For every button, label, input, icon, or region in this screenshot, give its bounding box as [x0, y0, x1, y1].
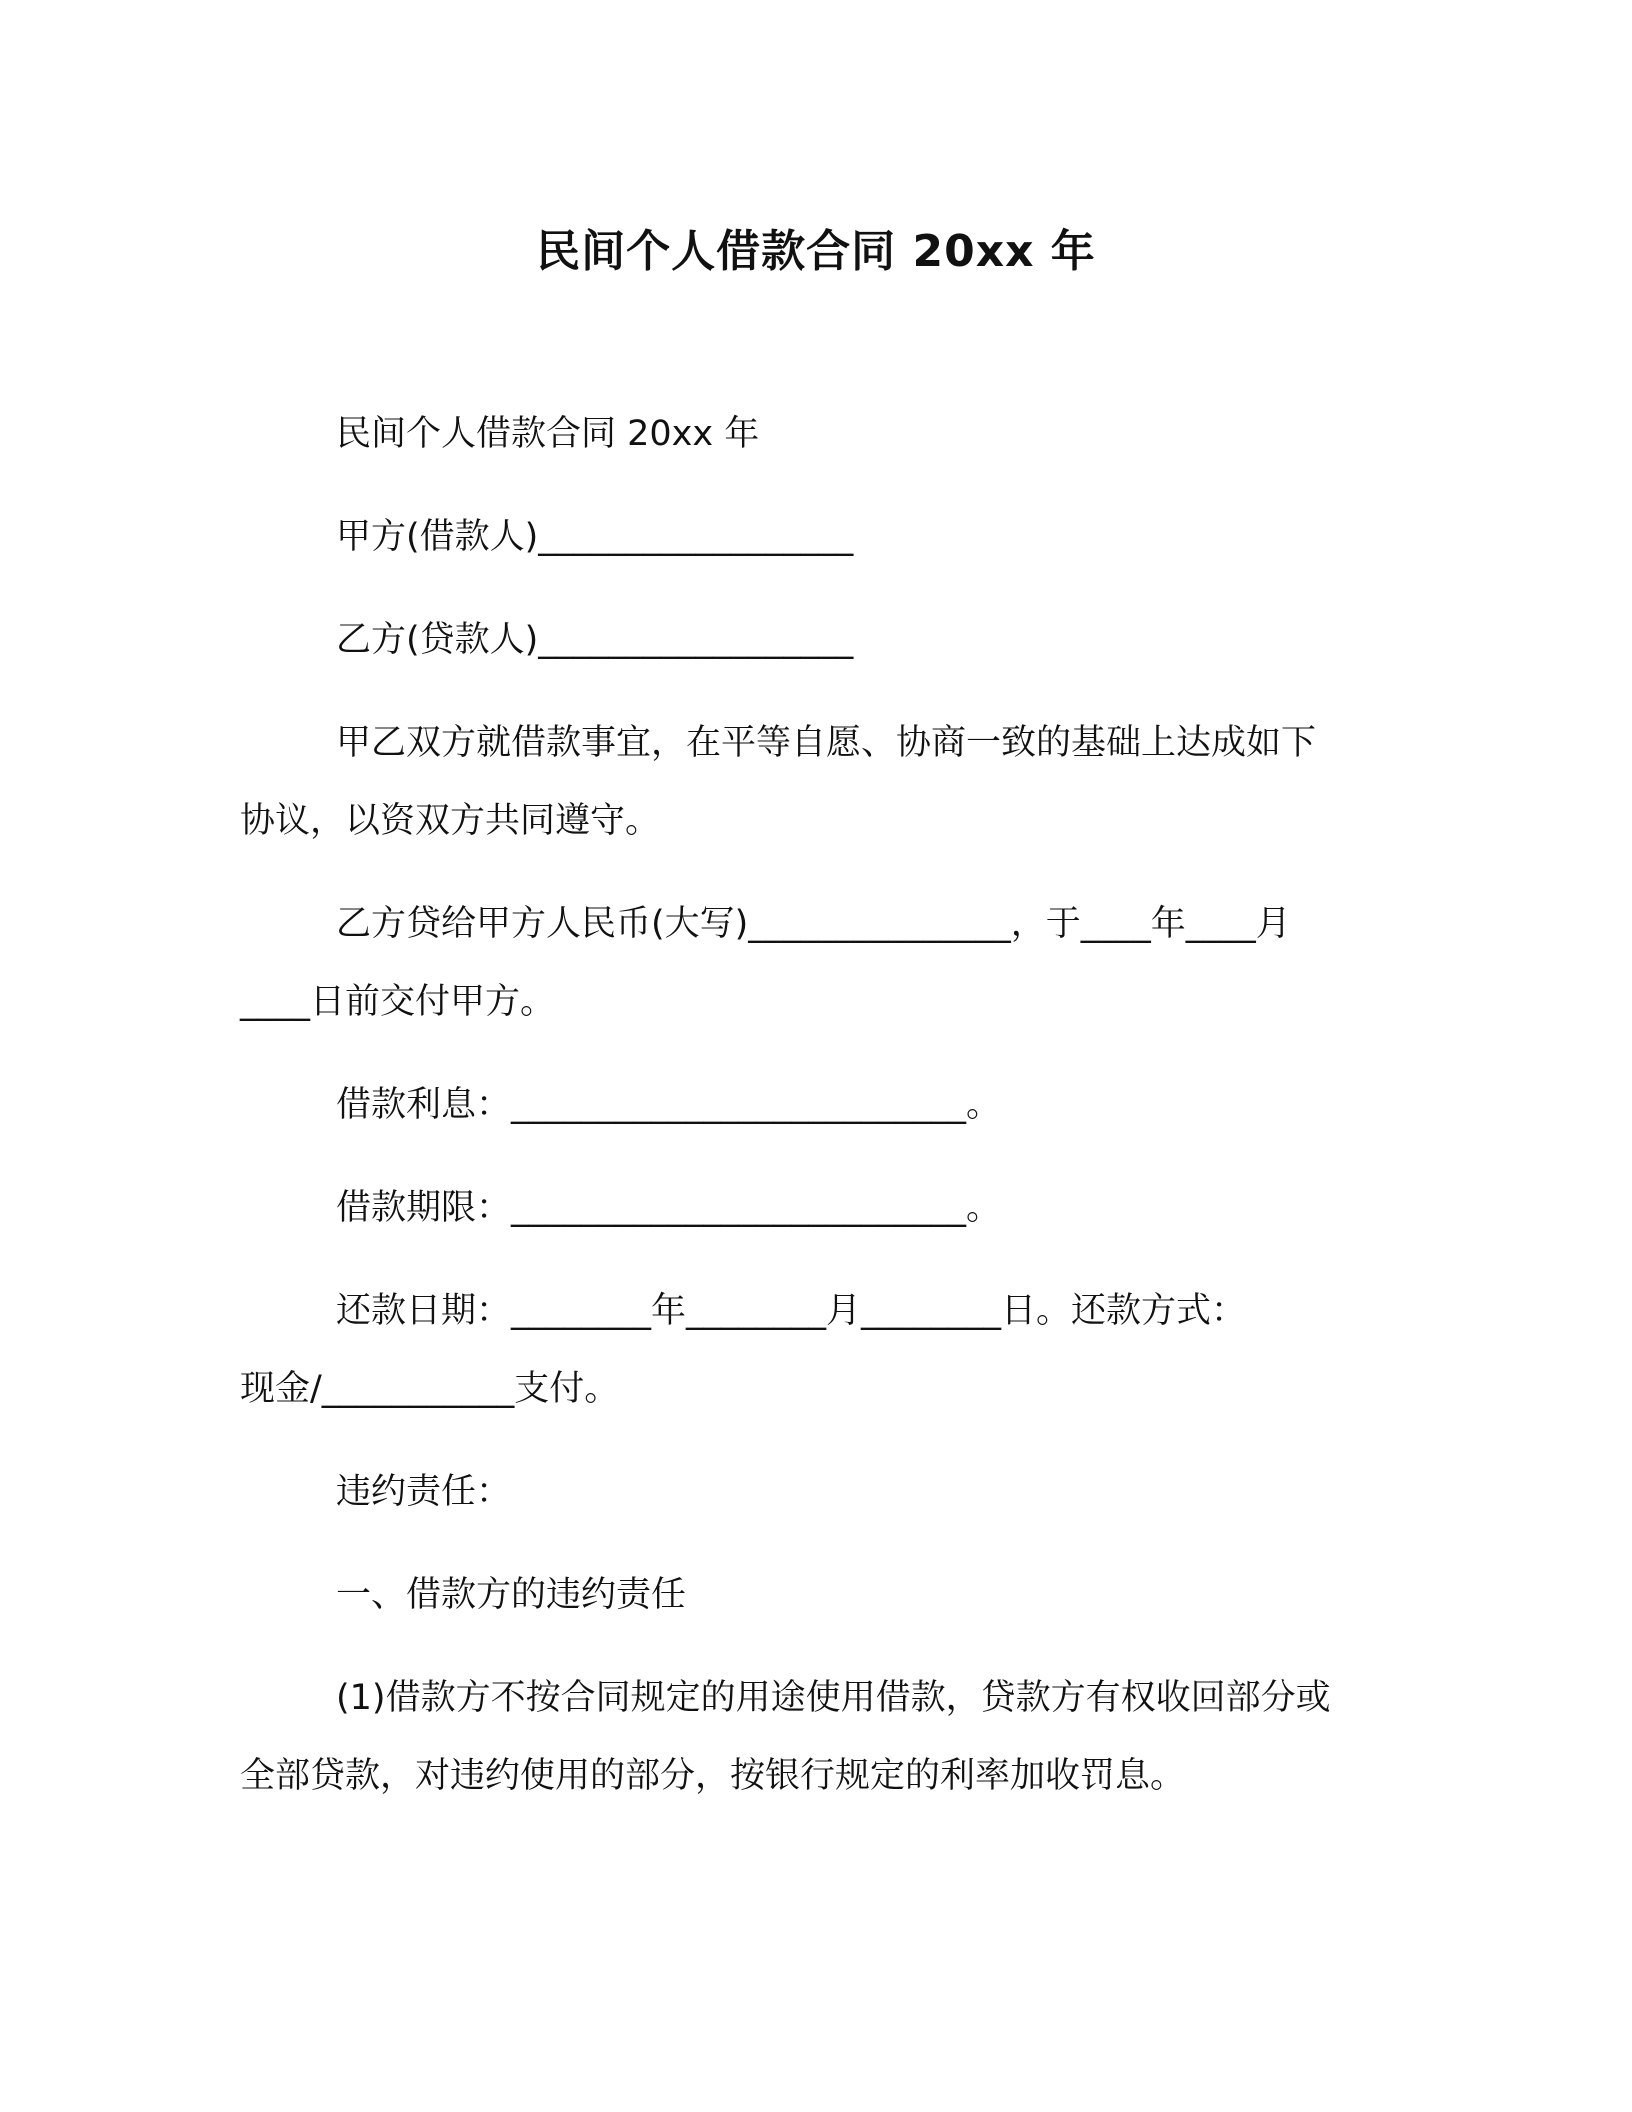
paragraph-loan-amount — [240, 885, 1400, 1041]
paragraph-party-b — [240, 601, 1400, 679]
paragraph-line: 乙方(贷款人)__________________ — [336, 620, 854, 660]
paragraph-line: ____日前交付甲方。 — [240, 982, 556, 1022]
paragraph-line: 现金/___________支付。 — [240, 1369, 620, 1409]
paragraph-clause-1 — [240, 1659, 1400, 1815]
paragraph-agreement — [240, 704, 1400, 860]
paragraph-line: 甲乙双方就借款事宜，在平等自愿、协商一致的基础上达成如下 — [336, 723, 1317, 763]
paragraph-term — [240, 1169, 1400, 1247]
paragraph-line: 违约责任： — [336, 1472, 512, 1512]
paragraph-line: 甲方(借款人)__________________ — [336, 517, 854, 557]
paragraph-line: 协议，以资双方共同遵守。 — [240, 801, 661, 841]
paragraph-subtitle — [240, 395, 1400, 473]
paragraph-section-one — [240, 1556, 1400, 1634]
paragraph-line: 全部贷款，对违约使用的部分，按银行规定的利率加收罚息。 — [240, 1756, 1186, 1796]
paragraph-line: 借款利息：__________________________。 — [336, 1085, 1002, 1125]
paragraph-interest — [240, 1066, 1400, 1144]
document-title: 民间个人借款合同 20xx 年 — [536, 226, 1096, 277]
paragraph-line: 借款期限：__________________________。 — [336, 1188, 1002, 1228]
paragraph-repayment — [240, 1272, 1400, 1428]
paragraph-party-a — [240, 498, 1400, 576]
document-body — [240, 395, 1400, 1840]
paragraph-liability-heading — [240, 1453, 1400, 1531]
paragraph-line: 乙方贷给甲方人民币(大写)_______________，于____年____月 — [336, 904, 1291, 944]
paragraph-line: 民间个人借款合同 20xx 年 — [336, 414, 760, 454]
paragraph-line: 还款日期：________年________月________日。还款方式： — [336, 1291, 1247, 1331]
paragraph-line: (1)借款方不按合同规定的用途使用借款，贷款方有权收回部分或 — [336, 1678, 1331, 1718]
paragraph-line: 一、借款方的违约责任 — [336, 1575, 687, 1615]
